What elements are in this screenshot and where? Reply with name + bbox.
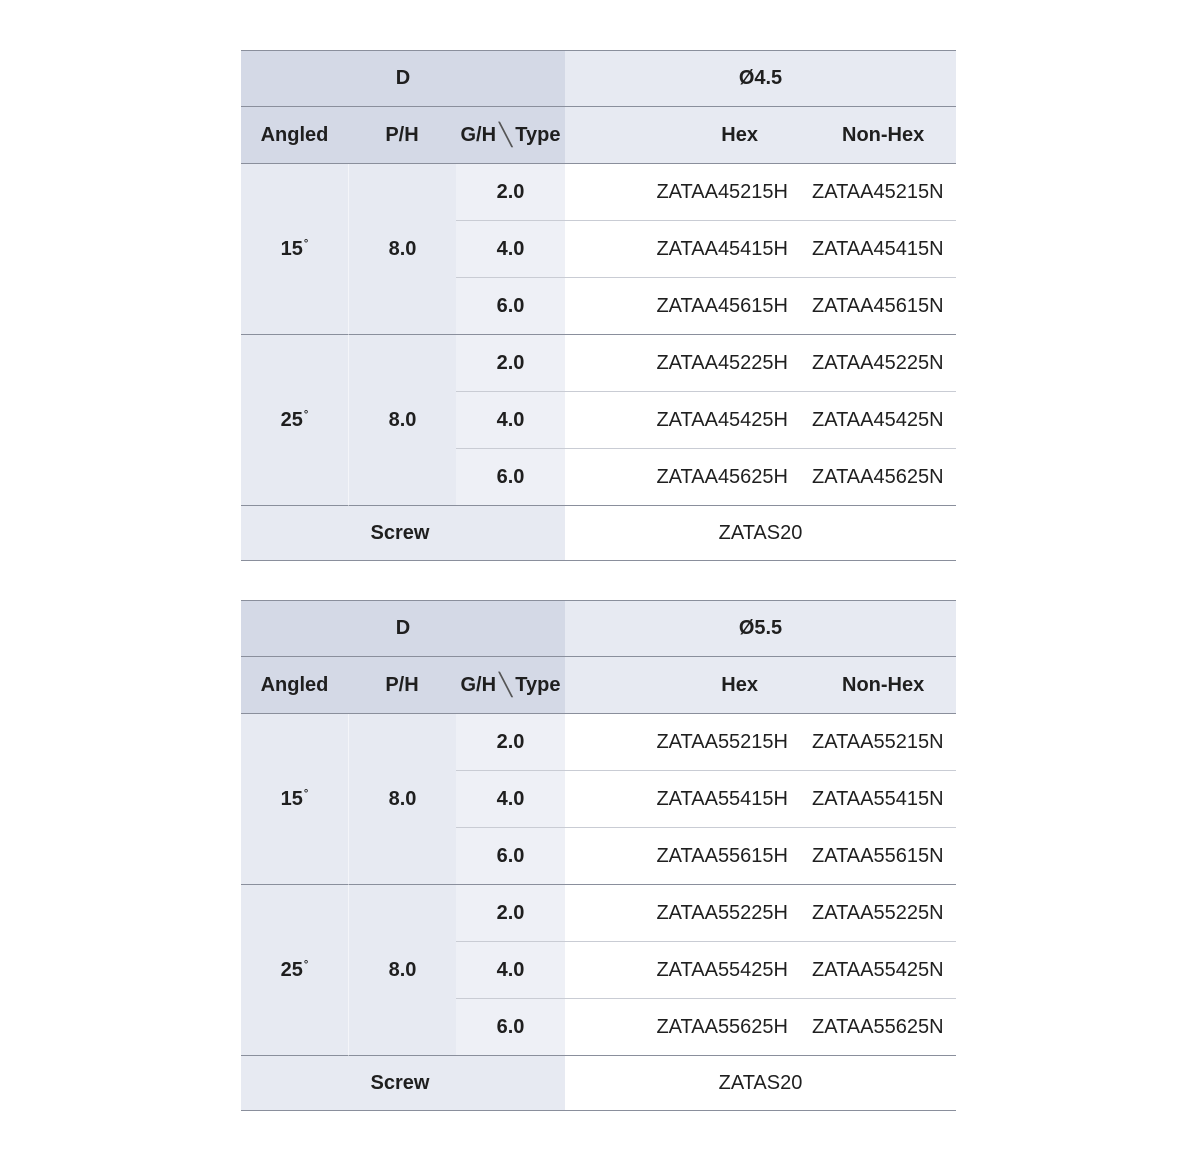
col-gh-type xyxy=(456,107,565,164)
angle-25 xyxy=(241,335,348,506)
col-nonhex: Non-Hex xyxy=(812,657,956,714)
col-ph: P/H xyxy=(348,657,456,714)
hex-code: ZATAA55615H xyxy=(565,828,812,885)
col-gh: G/H xyxy=(460,123,497,146)
gh-value: 4.0 xyxy=(456,221,565,278)
hex-code: ZATAA45225H xyxy=(565,335,812,392)
gh-value: 4.0 xyxy=(456,392,565,449)
nonhex-code: ZATAA45215N xyxy=(812,164,956,221)
col-type: Type xyxy=(515,673,561,696)
degree-sign: ° xyxy=(303,408,309,421)
angle-value: 25 xyxy=(280,958,303,981)
gh-value: 2.0 xyxy=(456,714,565,771)
gh-value: 6.0 xyxy=(456,828,565,885)
nonhex-code: ZATAA55425N xyxy=(812,942,956,999)
hex-code: ZATAA45615H xyxy=(565,278,812,335)
nonhex-code: ZATAA45625N xyxy=(812,449,956,506)
hex-code: ZATAA55425H xyxy=(565,942,812,999)
ph-value: 8.0 xyxy=(348,714,456,885)
nonhex-code: ZATAA45615N xyxy=(812,278,956,335)
hex-code: ZATAA45415H xyxy=(565,221,812,278)
angle-15 xyxy=(241,714,348,885)
screw-value: ZATAS20 xyxy=(565,1056,956,1110)
ph-value: 8.0 xyxy=(348,164,456,335)
col-hex: Hex xyxy=(565,657,812,714)
gh-value: 4.0 xyxy=(456,771,565,828)
gh-value: 2.0 xyxy=(456,885,565,942)
col-hex: Hex xyxy=(565,107,812,164)
diameter-label: D xyxy=(241,601,565,657)
hex-code: ZATAA45425H xyxy=(565,392,812,449)
hex-code: ZATAA55215H xyxy=(565,714,812,771)
hex-code: ZATAA45215H xyxy=(565,164,812,221)
gh-value: 6.0 xyxy=(456,999,565,1056)
abutment-table-4-5 xyxy=(241,50,956,561)
screw-label: Screw xyxy=(241,1056,565,1110)
hex-code: ZATAA45625H xyxy=(565,449,812,506)
nonhex-code: ZATAA45225N xyxy=(812,335,956,392)
angle-value: 25 xyxy=(280,408,303,431)
gh-value: 6.0 xyxy=(456,449,565,506)
nonhex-code: ZATAA45415N xyxy=(812,221,956,278)
ph-value: 8.0 xyxy=(348,885,456,1056)
diameter-label: D xyxy=(241,51,565,107)
abutment-table-5-5 xyxy=(241,600,956,1111)
screw-value: ZATAS20 xyxy=(565,506,956,560)
degree-sign: ° xyxy=(303,787,309,800)
gh-value: 4.0 xyxy=(456,942,565,999)
col-gh-type xyxy=(456,657,565,714)
nonhex-code: ZATAA45425N xyxy=(812,392,956,449)
degree-sign: ° xyxy=(303,958,309,971)
nonhex-code: ZATAA55225N xyxy=(812,885,956,942)
col-type: Type xyxy=(515,123,561,146)
col-nonhex: Non-Hex xyxy=(812,107,956,164)
diagonal-separator-icon: ╲ xyxy=(499,122,513,147)
gh-value: 2.0 xyxy=(456,335,565,392)
angle-25 xyxy=(241,885,348,1056)
nonhex-code: ZATAA55215N xyxy=(812,714,956,771)
diagonal-separator-icon: ╲ xyxy=(499,672,513,697)
angle-15 xyxy=(241,164,348,335)
nonhex-code: ZATAA55625N xyxy=(812,999,956,1056)
col-gh: G/H xyxy=(460,673,497,696)
hex-code: ZATAA55625H xyxy=(565,999,812,1056)
col-ph: P/H xyxy=(348,107,456,164)
screw-label: Screw xyxy=(241,506,565,560)
col-angled: Angled xyxy=(241,657,348,714)
diameter-value: Ø5.5 xyxy=(565,601,956,657)
nonhex-code: ZATAA55415N xyxy=(812,771,956,828)
angle-value: 15 xyxy=(280,787,303,810)
diameter-value: Ø4.5 xyxy=(565,51,956,107)
gh-value: 2.0 xyxy=(456,164,565,221)
ph-value: 8.0 xyxy=(348,335,456,506)
hex-code: ZATAA55415H xyxy=(565,771,812,828)
nonhex-code: ZATAA55615N xyxy=(812,828,956,885)
degree-sign: ° xyxy=(303,237,309,250)
gh-value: 6.0 xyxy=(456,278,565,335)
hex-code: ZATAA55225H xyxy=(565,885,812,942)
angle-value: 15 xyxy=(280,237,303,260)
col-angled: Angled xyxy=(241,107,348,164)
